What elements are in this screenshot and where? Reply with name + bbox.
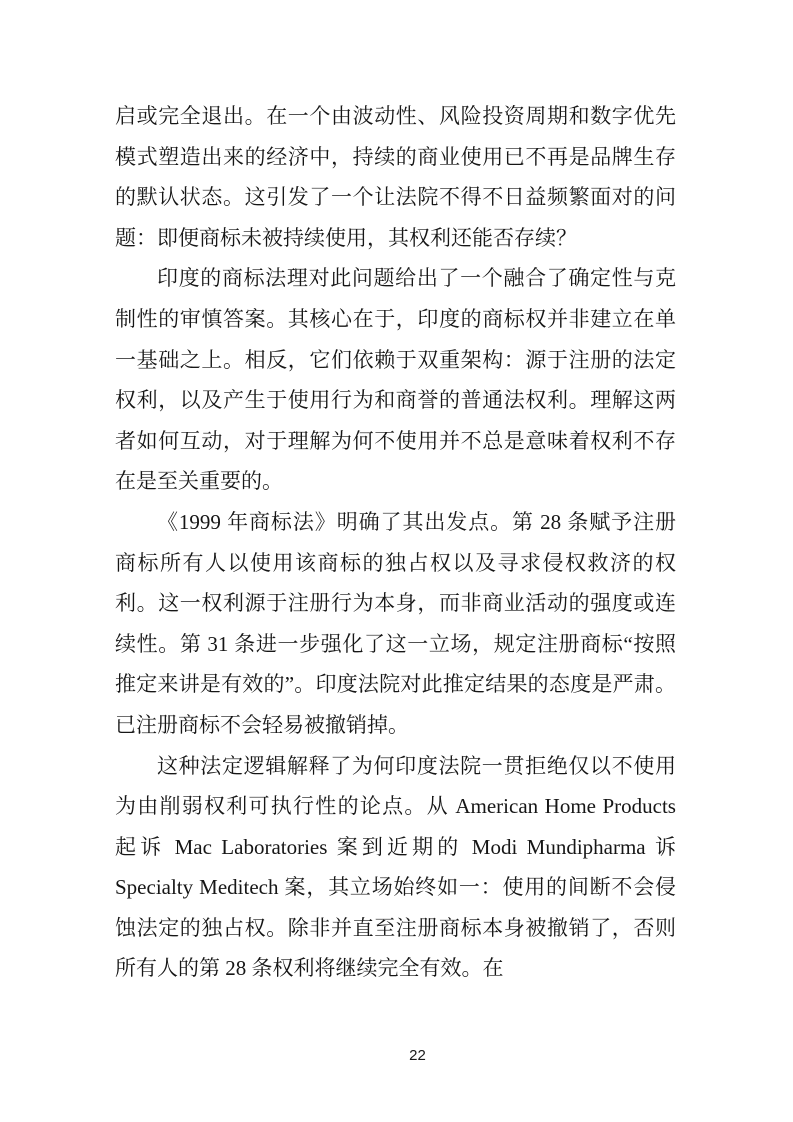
paragraph-dual-framework: 印度的商标法理对此问题给出了一个融合了确定性与克制性的审慎答案。其核心在于，印度的商标权并非建立在单一基础之上。相反，它们依赖于双重架构：源于注册的法定权利，以及产生于使用行为和商誉的普通法权利。理解这两者如何互动，对于理解为何不使用并不总是意味着权利不存在是至关重要的。 — [115, 266, 676, 494]
paragraph-statutory-logic: 这种法定逻辑解释了为何印度法院一贯拒绝仅以不使用为由削弱权利可执行性的论点。从 American Home Products 起诉 Mac Laboratories 案到近期的 Modi Mundipharma 诉 Specialty Meditech 案，其立场始终如一：使用的间断不会侵蚀法定的独占权。除非并直至注册商标本身被撤销了，否则所有人的第 28 条权利将继续完全有效。在 — [115, 753, 676, 981]
page-number: 22 — [409, 1047, 426, 1064]
paragraph-trademark-act-1999: 《1999 年商标法》明确了其出发点。第 28 条赋予注册商标所有人以使用该商标的独占权以及寻求侵权救济的权利。这一权利源于注册行为本身，而非商业活动的强度或连续性。第 31 条进一步强化了这一立场，规定注册商标“按照推定来讲是有效的”。印度法院对此推定结果的态度是严肃。已注册商标不会轻易被撤销掉。 — [115, 509, 676, 737]
page-footer — [0, 1046, 793, 1066]
document-body — [115, 96, 676, 989]
paragraph-continuation: 启或完全退出。在一个由波动性、风险投资周期和数字优先模式塑造出来的经济中，持续的商业使用已不再是品牌生存的默认状态。这引发了一个让法院不得不日益频繁面对的问题：即便商标未被持续使用，其权利还能否存续？ — [115, 104, 676, 250]
